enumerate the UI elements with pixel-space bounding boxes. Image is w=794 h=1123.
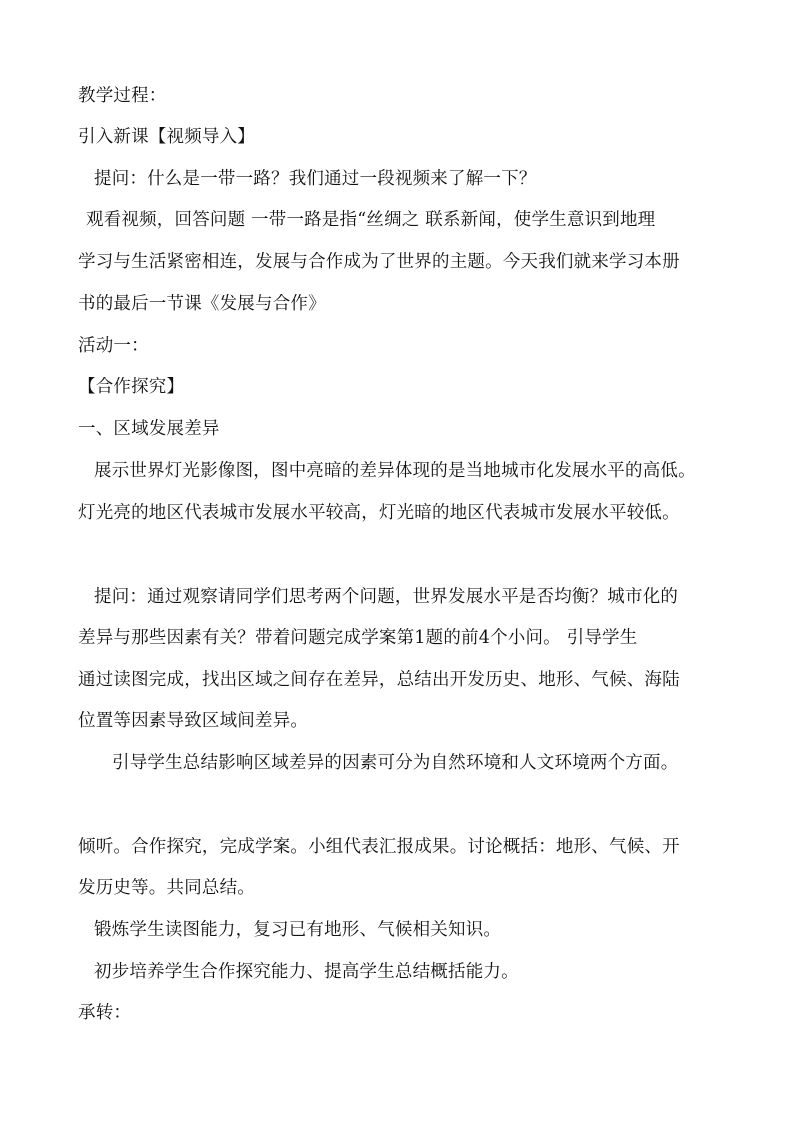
paragraph-watch-video-line-3: 书的最后一节课《发展与合作》: [78, 294, 326, 314]
paragraph-observation-line-2: 差异与那些因素有关？带着问题完成学案第1题的前4个小问。 引导学生: [78, 628, 638, 648]
paragraph-listen-line-2: 发历史等。共同总结。: [78, 878, 255, 898]
paragraph-light-map-line-2: 灯光亮的地区代表城市发展水平较高，灯光暗的地区代表城市发展水平较低。: [78, 503, 680, 523]
paragraph-guide-summary: 引导学生总结影响区域差异的因素可分为自然环境和人文环境两个方面。: [112, 753, 679, 773]
heading-regional-differences: 一、区域发展差异: [78, 419, 220, 439]
paragraph-question: 提问：什么是一带一路？我们通过一段视频来了解一下？: [94, 169, 537, 189]
paragraph-cooperation-ability: 初步培养学生合作探究能力、提高学生总结概括能力。: [94, 962, 519, 982]
paragraph-observation-line-3: 通过读图完成，找出区域之间存在差异，总结出开发历史、地形、气候、海陆: [78, 670, 680, 690]
paragraph-light-map-line-1: 展示世界灯光影像图，图中亮暗的差异体现的是当地城市化发展水平的高低。: [94, 461, 696, 481]
heading-cooperative-inquiry: 【合作探究】: [78, 377, 185, 397]
paragraph-watch-video-line-2: 学习与生活紧密相连，发展与合作成为了世界的主题。今天我们就来学习本册: [78, 252, 680, 272]
heading-transition: 承转：: [78, 1003, 132, 1023]
paragraph-observation-line-1: 提问：通过观察请同学们思考两个问题，世界发展水平是否均衡？城市化的: [94, 587, 679, 607]
paragraph-listen-line-1: 倾听。合作探究，完成学案。小组代表汇报成果。讨论概括：地形、气候、开: [78, 837, 680, 857]
paragraph-watch-video-line-1: 观看视频，回答问题 一带一路是指“丝绸之 联系新闻，使学生意识到地理: [86, 210, 656, 230]
heading-teaching-process: 教学过程：: [78, 86, 167, 106]
paragraph-map-reading: 锻炼学生读图能力，复习已有地形、气候相关知识。: [94, 920, 502, 940]
paragraph-observation-line-4: 位置等因素导致区域间差异。: [78, 711, 309, 731]
heading-activity-one: 活动一：: [78, 336, 149, 356]
section-intro-video: 引入新课【视频导入】: [78, 127, 255, 147]
